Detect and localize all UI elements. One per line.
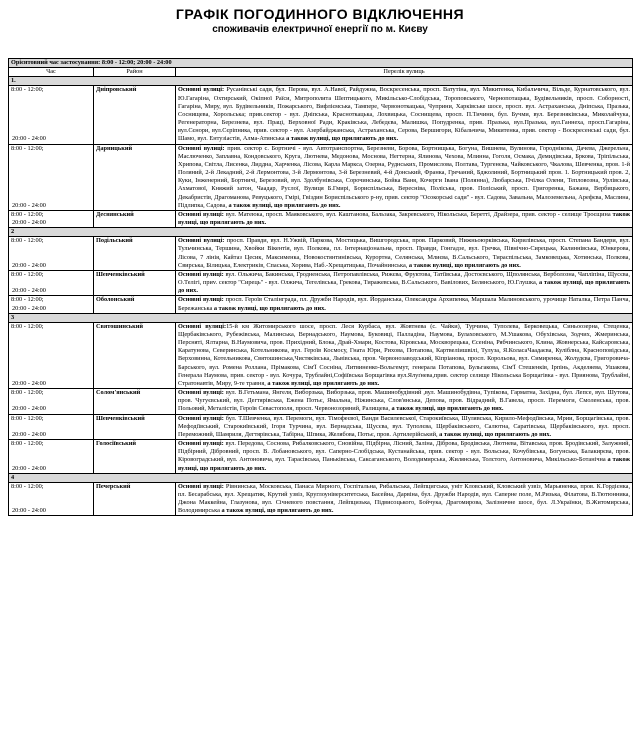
district-row <box>9 270 633 295</box>
queue-number: 4 <box>9 473 633 482</box>
streets-cell <box>176 389 633 414</box>
streets-tail: а також вулиці, що прилягають до них. <box>178 279 631 295</box>
district-row <box>9 296 633 313</box>
application-time-value: 8:00 - 12:00; 20:00 - 24:00 <box>101 59 172 66</box>
streets-list: бул. Т.Шевченка, вул. Перемоги, вул. Тімофеєвої, Ванди Василевської, Старокиївська, Шулявська, Кирило-Мефодіївська, Мрии, Борщагівська, пров. Мефодіївський, Старокиївський, Ігоря Турчина, вул. Вернадська, Щусєва, вул. Туполєва, Щербаківського, Салютна, Саратівська, Щербаківського, вул. просп. Переможний, Шамриля, Дегтярівська, Табірна, Шпика, Желябова, Потьє, пров. Артилерійський, <box>178 414 631 438</box>
column-header-district: Район <box>94 68 176 77</box>
streets-tail: а також вулиці, що прилягають до них. <box>178 456 631 472</box>
district-name: Шевченківський <box>94 414 176 439</box>
time-morning: 8:00 - 12:00; <box>11 414 44 422</box>
streets-tail: також вулиці, що прилягають до них. <box>178 210 631 226</box>
time-morning: 8:00 - 12:00; <box>11 482 44 490</box>
time-morning: 8:00 - 12:00; <box>11 296 44 304</box>
streets-list: просп. Героїв Сталінграда, пл. Дружби Народів, вул. Йорданська, Олександра Архипенка, Маршала Малиновського, урочище Наталка, Петра Панча, Бережанська <box>178 296 631 312</box>
streets-label: Основні вулиці: <box>178 322 227 330</box>
column-header-time: Час <box>9 68 94 77</box>
time-morning: 8:00 - 12:00; <box>11 440 44 448</box>
time-evening: 20:00 - 24:00 <box>12 218 46 226</box>
streets-label: Основні вулиці: <box>178 482 224 490</box>
time-cell <box>9 389 94 414</box>
streets-list: просп. Правди, вул. Н.Ужвій, Паркова, Мостицька, Вишгородська, пров. Парковий, Нижньоюрківська, Кирилівська, просп. Степана Бандери, вул. Тульчинська, Тершина, Хвойки Вікентія, вул. Полкова, пл. Інтернаціональна, просп. Правди, Гонгадзе, вул. Гречка, Північно-Сирецька, Калиннівська, Юнкерова, Лісова, 7 лінія, Кайтаз Цесик, Максименка, Новокостянтинівська, Курортна, Селянська, Млиєва, В.Сальського, Тираспільська, Замковецька, Хотинська, Полкова, Свирська, Білицька, Електриків, Спаська, Хорива, Наб.-Хрещатицька, Почайнинська, <box>178 237 631 269</box>
district-row <box>9 414 633 439</box>
time-evening: 20:00 - 24:00 <box>12 379 46 387</box>
queue-header-row <box>9 313 633 322</box>
column-header-streets: Перелік вулиць <box>176 68 633 77</box>
schedule-table-body <box>9 59 633 516</box>
streets-tail: а також вулиці, що прилягають до них. <box>284 135 399 143</box>
streets-list: Рівнинська, Московська, Панаса Мирного, Госпітальна, Рибальська, Лейпцигська, уніт Кловський, Кловський узвіз, Марьяненка, пров. К.Гордієнка, пл. Бесарабська, вул. Хрещатик, Крутий узвіз, Круглоуніверситетська, Басейна, Дарвіна, бул. Дружби Народів, вул. Саперне поле, М.Ризька, Філатова, В.Тютюнника, Джона Маккейна, Глазунова, вул. Січневого повстання, Лейпцизька, Підвисоцького, Бойчука, Драгомирова, Залізничне шосе, бул. Л.Українки, В.Житомирська, Володимирська <box>178 482 631 515</box>
district-row <box>9 86 633 144</box>
district-row <box>9 144 633 210</box>
time-cell <box>9 210 94 227</box>
time-cell <box>9 414 94 439</box>
streets-cell <box>176 270 633 295</box>
streets-label: Основні вулиці: <box>178 210 224 218</box>
district-name: Солом'янський <box>94 389 176 414</box>
page-title: ГРАФІК ПОГОДИННОГО ВІДКЛЮЧЕННЯ <box>175 6 465 22</box>
streets-label: Основні вулиці: <box>178 237 225 245</box>
district-row <box>9 482 633 516</box>
time-morning: 8:00 - 12:00; <box>11 389 44 397</box>
time-cell <box>9 86 94 144</box>
queue-header-row <box>9 228 633 237</box>
time-cell <box>9 322 94 388</box>
streets-cell <box>176 144 633 210</box>
time-cell <box>9 296 94 313</box>
time-cell <box>9 144 94 210</box>
time-evening: 20:00 - 24:00 <box>12 304 46 312</box>
time-evening: 20:00 - 24:00 <box>12 405 46 413</box>
district-name: Святошинський <box>94 322 176 388</box>
time-evening: 20:00 - 24:00 <box>12 201 46 209</box>
district-row <box>9 389 633 414</box>
streets-tail: а також вулиці, що прилягають до них. <box>389 405 504 413</box>
time-cell <box>9 482 94 516</box>
streets-list: вул. Передова, Соснова, Рибалковського, Сновійна, Підбірна, Лісний, Заліна, Діброва, Бродівська, Лютнева, Вітавська, пров. Бродівський, Залужний, Підбірний, Дібровний, просп. В. Лобановського, вул. Саперно-Слобідська, Кустанайська, прив. сектор - вул. Вольська, Кочубівська, Богунська, Балакирєва, пров. Кіровоградський, вул. Антоновича, вул. Тарасівська, Паньківська, Саксаганського, Володимирська, Жилянська, Толстого, Антоновича, Микільсько-Ботанічна <box>178 440 631 464</box>
district-row <box>9 237 633 271</box>
time-morning: 8:00 - 12:00; <box>11 322 44 330</box>
streets-list: Русанівські сади, бул. Перова, вул. А.Навої, Райдужна, Воскресенська, просп. Ватутіна, вул. Микитенка, Кибальчича, Вільде, Курнатовського, вул. Ю.Гагаріна, Охтирський, Окіпної Раїси, Митрополита Шептицького, Микільсько-Слобідська, Тороповського, Чернопотацька, Будівельників, просп. Соборності, Гагаріна, Миру, вул. Будівельників, Пожарського, Вифліємська, Тампере, Червоноткацька, Чуприни, Харківське шосе, просп. вул. Астраханська, Дніпська, Празька, Соснищева, Хорольська; прив.сектор - вул. Дніпська, Красноткацька, Лохвицька, Соснищева, просп. П.Тичини, бул. Бучми, вул. Березняківська, Миколайчука, Регенераторна, Березнева, вул. Праці, Верховної Ради, Краківська, Лебедєва, Малишка, Попудренка, прив. Празька, вул.Празька, вул.Ганнеха, просп.Гагаріна, вул.Сєнори, вул.Сєріпника, прив. сектор - вул. Азербайджанська, Астраханська, Серова, Вершигори, Кібальчича, Микитенка, прив. сектор - Воскресенські сади, бул. Шамо, вул. Ентузіастів, Алма-Атинська <box>178 86 631 143</box>
streets-list: вул. Матеюка, просп. Маяковського, вул. Каштанова, Бальзака, Закревського, Нікольська, Береттi, Драйзера, прив. сектор - селище Троєщина <box>223 210 611 218</box>
streets-cell <box>176 237 633 271</box>
time-morning: 8:00 - 12:00; <box>11 86 44 94</box>
time-evening: 20:00 - 24:00 <box>12 261 46 269</box>
streets-list: вул. В.Гетьмана, Янгеля, Виборзька, Виборзька, пров. Машинобудівний ,вул. Машинобудівна, Тупікова, Гарматна, Західна, бул. Лепсе, вул. Шутова, пров. Чугуєвський, вул. Дегтярівська, Ежена Потьє, Ямальна, Ніжинська, Слов'янська, Депова, пров. Відрадний, В.Гавела, просп. Перемоги, Смоленська, пров. Польовий, Металістів, Героїв Севастополя, просп. Червонозоряний, Ралищева, <box>178 389 631 413</box>
district-name: Оболонський <box>94 296 176 313</box>
streets-cell <box>176 440 633 474</box>
streets-label: Основні вулиці: <box>178 440 224 448</box>
streets-cell <box>176 482 633 516</box>
time-evening: 20:00 - 24:00 <box>12 135 46 143</box>
queue-header-row <box>9 77 633 86</box>
streets-cell <box>176 414 633 439</box>
district-name: Дарницький <box>94 144 176 210</box>
streets-label: Основні вулиці: <box>178 296 224 304</box>
time-cell <box>9 237 94 271</box>
time-cell <box>9 270 94 295</box>
time-morning: 8:00 - 12:00; <box>11 237 44 245</box>
queue-header-row <box>9 473 633 482</box>
page-subtitle: споживачів електричної енергії по м. Києву <box>212 24 428 35</box>
district-name: Печерський <box>94 482 176 516</box>
district-row <box>9 322 633 388</box>
streets-label: Основні вулиці: <box>178 414 224 422</box>
district-name: Дніпровський <box>94 86 176 144</box>
district-name: Голосіївський <box>94 440 176 474</box>
streets-cell <box>176 296 633 313</box>
schedule-table <box>8 58 633 516</box>
time-morning: 8:00 - 12:00; <box>11 270 44 278</box>
district-name: Подільський <box>94 237 176 271</box>
column-header-row <box>9 68 633 77</box>
district-row <box>9 440 633 474</box>
streets-label: Основні вулиці: <box>178 86 225 94</box>
time-evening: 20:00 - 24:00 <box>12 287 46 295</box>
streets-label: Основні вулиці: <box>178 389 224 397</box>
streets-label: Основні вулиці: <box>178 144 225 152</box>
application-time-row <box>9 59 633 68</box>
queue-number: 1. <box>9 77 633 86</box>
queue-number: 2 <box>9 228 633 237</box>
district-row <box>9 210 633 227</box>
streets-list: 15-й км Житомирського шосе, просп. Леся Курбаса, вул. Жовтнева (с. Чайки), Турчина, Туполева, Берковецька, Синьоозерна, Стеценка, Щербаківського, Рубежівська, Малинська, Вернадського, Наумова, Буковиці, Палладіна, Наумова, Булаховського, М.Ушакова, Обухівська, Зодчих, Жмеринська, Персняті, Ялтарна, В.Наумовича, пров. Прихідний, Блока, Драй-Хмари, Костова, Кіровська, Москворецька, Єсеніна, Рябчинського, Клина, Жовнерська, Кайсаровська, Каратунова, Северинська, Котельникова, вул. Героїв Космосу, Гната Юри, Рихова, Потапова, Картвеліишвілі, Тулуза, Я.КоласаЧаадаєва, Куліблна, Красноповідська, Верховинна, Котельникова, Святошинська,Чистяківська, Львівська, пров. Червонозаводський, Кіпріанова, просп. Корольова, вул. Симиренка, Жолудєва, Григоровича-Барського, вул. Ромена Роллана, Прімакова, Сім'Ї Сосніна, Литвиненко-Вольгемут, генерала Потапова, Бульгакова, Сім'Ї Стешенків, Ірпінь, Акделяева, Ушакова, Генерала Наумова, прив. сектор - вул. Кочура, Трублайні,Софіївська Борщагівка вул.Ялуґнева,прив. сектор селище Нікольська Борщагівка - вул. Приянова, Трублайні, Стратонавтів, Миру, 9-те травня, <box>178 322 631 387</box>
time-morning: 8:00 - 12:00; <box>11 210 44 218</box>
district-name: Шевченківський <box>94 270 176 295</box>
streets-cell <box>176 322 633 388</box>
streets-tail: а також вулиці, що прилягають до них. <box>226 201 341 209</box>
district-name: Деснянський <box>94 210 176 227</box>
application-time-cell <box>9 59 633 68</box>
streets-tail: а також вулиці, що прилягають до них. <box>212 304 326 312</box>
streets-cell <box>176 86 633 144</box>
streets-list: вул. Ольжича, Бакинська, Гродненська, Петропавлівська, Рижєва, Фруктова, Татіївська, Достоєвського, Щполянська, Верболозна, Чапліпіна, Щусєва, О.Телігі, приv. сектор "Сирець" - вул. Олжича, Тегелівська, Грековa, Тиражевська, В.Сальського, Вавілових, Белянського, Ю.Глушка, <box>178 270 631 287</box>
streets-tail: а також вулиці, що прилягають до них. <box>219 507 334 515</box>
streets-tail: а також вулиці, що прилягають до них. <box>265 379 380 387</box>
streets-label: Основні вулиці: <box>178 270 224 278</box>
streets-tail: а також вулиці, що прилягають до них. <box>407 261 521 269</box>
time-cell <box>9 440 94 474</box>
queue-number: 3 <box>9 313 633 322</box>
application-time-label: Орієнтовний час застосування: <box>11 59 101 66</box>
streets-list: прив. сектор с. Бортничі - вул. Автотранспортна, Березневи, Борова, Бортнищька, Богуна, Вишнева, Вулинова, Городнікова, Дачева, Джерельна, Маслюченко, Заплавна, Кондовського, Круга, Лютнева, Медонова, Моснова, Негтерна, Ялинова, Чехова, Млинна, Гоголя, Осмака, Демидівська, Бркова, Тріпільська, Хрипова, Світла, Лисенка, Лиддна, Харченка, Лісова, Карла Маркса, Озерна, Руднських, Промислова, Полтава, Тургенєва, Чайковського, Чкалова, Шевченка, пров. 1-й Поляний, 2-й Лекадний, 2-й Лермонтова, 3-й Лермонтова, 3-й Березневий, 4-й Донський, Франка, Гречаний, Бджолиний, Бортницький пров. 1. Бортницький пров. 2, Куки, Інженерний, Бортничі, Березовий, вул. Здолбунівська, Сорочинська, Бойка Ваня, Кочерги Івана (Полянна), Любарська, Пчілка Олени, Тепловозна, Урлівська, Ахматової, Княжий затон, Чаадар, Руслої, Вулиця Б.Гмирі, Бориспільська, Вересніва, Поліська, пров. Поліський, просп. Григоренка, Бажана, Вербицького, Декабристів, Драгоманова, Ревуцького, Гмірі, Гвіздин Бориспільського р-ну, прив. сектор "Осокорські сади" - вул. Садова, Завальна, Малоземельна, Арефєва, Маслина, Підлипка, Садова, <box>178 144 631 209</box>
time-evening: 20:00 - 24:00 <box>12 430 46 438</box>
time-evening: 20:00 - 24:00 <box>12 464 46 472</box>
streets-tail: а також вулиці, що прилягають до них. <box>437 430 552 438</box>
time-morning: 8:00 - 12:00; <box>11 144 44 152</box>
streets-cell <box>176 210 633 227</box>
time-evening: 20:00 - 24:00 <box>12 507 46 515</box>
